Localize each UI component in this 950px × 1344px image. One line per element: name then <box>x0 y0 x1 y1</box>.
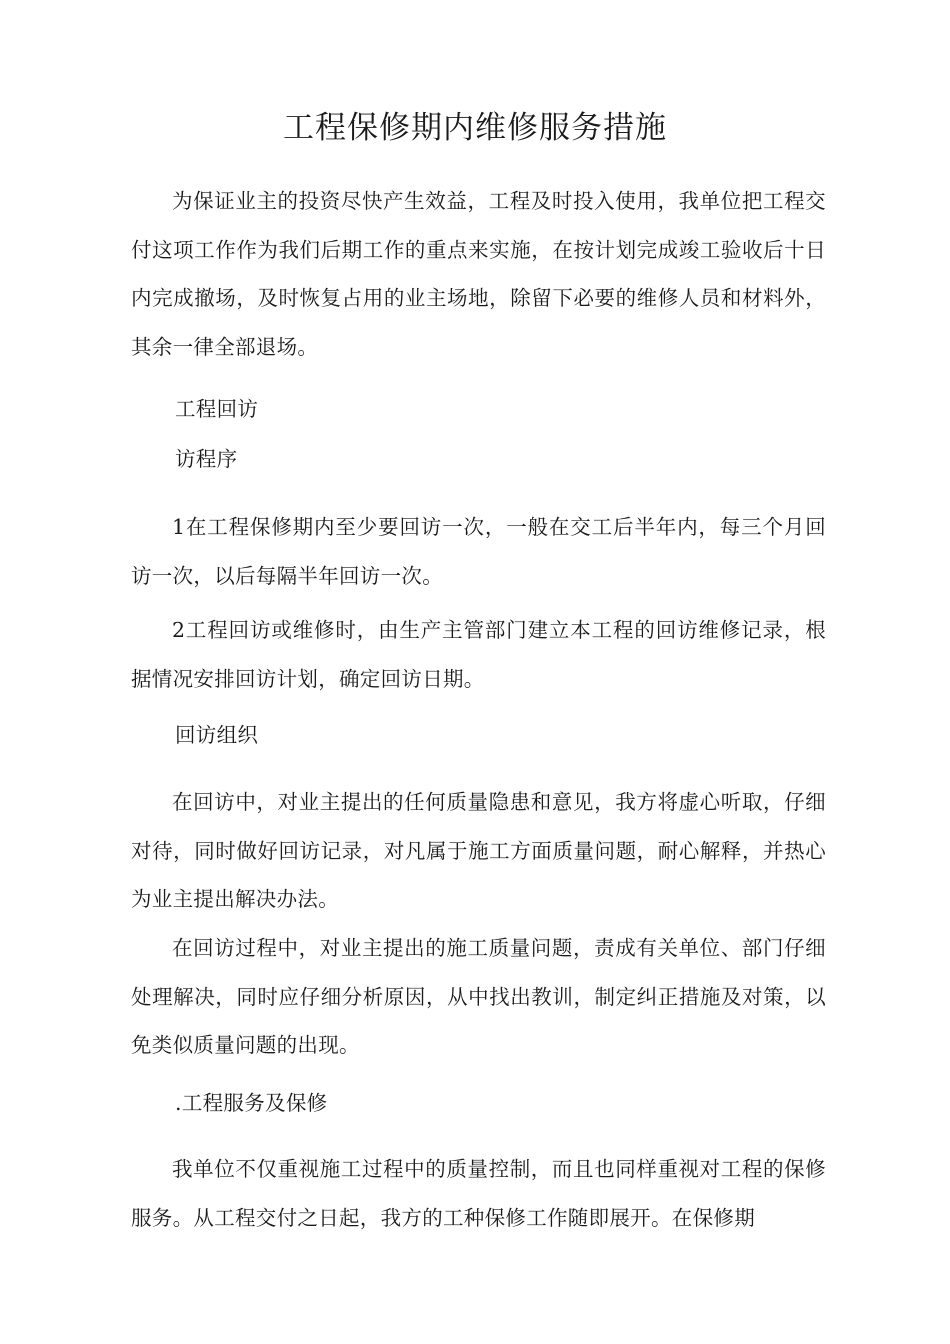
subheading-visit-procedure: 访程序 <box>175 447 238 471</box>
paragraph-procedure-1: 1在工程保修期内至少要回访一次，一般在交工后半年内，每三个月回访一次，以后每隔半年回访一次。 <box>131 515 826 588</box>
section-heading-return-visit: 工程回访 <box>175 397 259 421</box>
document-title: 工程保修期内维修服务措施 <box>283 110 667 146</box>
section-heading-service-warranty: .工程服务及保修 <box>175 1091 328 1115</box>
paragraph-procedure-2: 2工程回访或维修时，由生产主管部门建立本工程的回访维修记录，根据情况安排回访计划，确定回访日期。 <box>131 618 826 691</box>
paragraph-intro: 为保证业主的投资尽快产生效益，工程及时投入使用，我单位把工程交付这项工作作为我们后期工作的重点来实施，在按计划完成竣工验收后十日内完成撤场，及时恢复占用的业主场地，除留下必要的维修人员和材料外，其余一律全部退场。 <box>131 189 826 359</box>
subheading-visit-organization: 回访组织 <box>175 723 259 747</box>
paragraph-service: 我单位不仅重视施工过程中的质量控制，而且也同样重视对工程的保修服务。从工程交付之日起，我方的工种保修工作随即展开。在保修期 <box>131 1157 826 1230</box>
paragraph-organization-2: 在回访过程中，对业主提出的施工质量问题，责成有关单位、部门仔细处理解决，同时应仔细分析原因，从中找出教训，制定纠正措施及对策，以免类似质量问题的出现。 <box>131 936 826 1057</box>
paragraph-organization-1: 在回访中，对业主提出的任何质量隐患和意见，我方将虚心听取，仔细对待，同时做好回访记录，对凡属于施工方面质量问题，耐心解释，并热心为业主提出解决办法。 <box>131 790 826 911</box>
